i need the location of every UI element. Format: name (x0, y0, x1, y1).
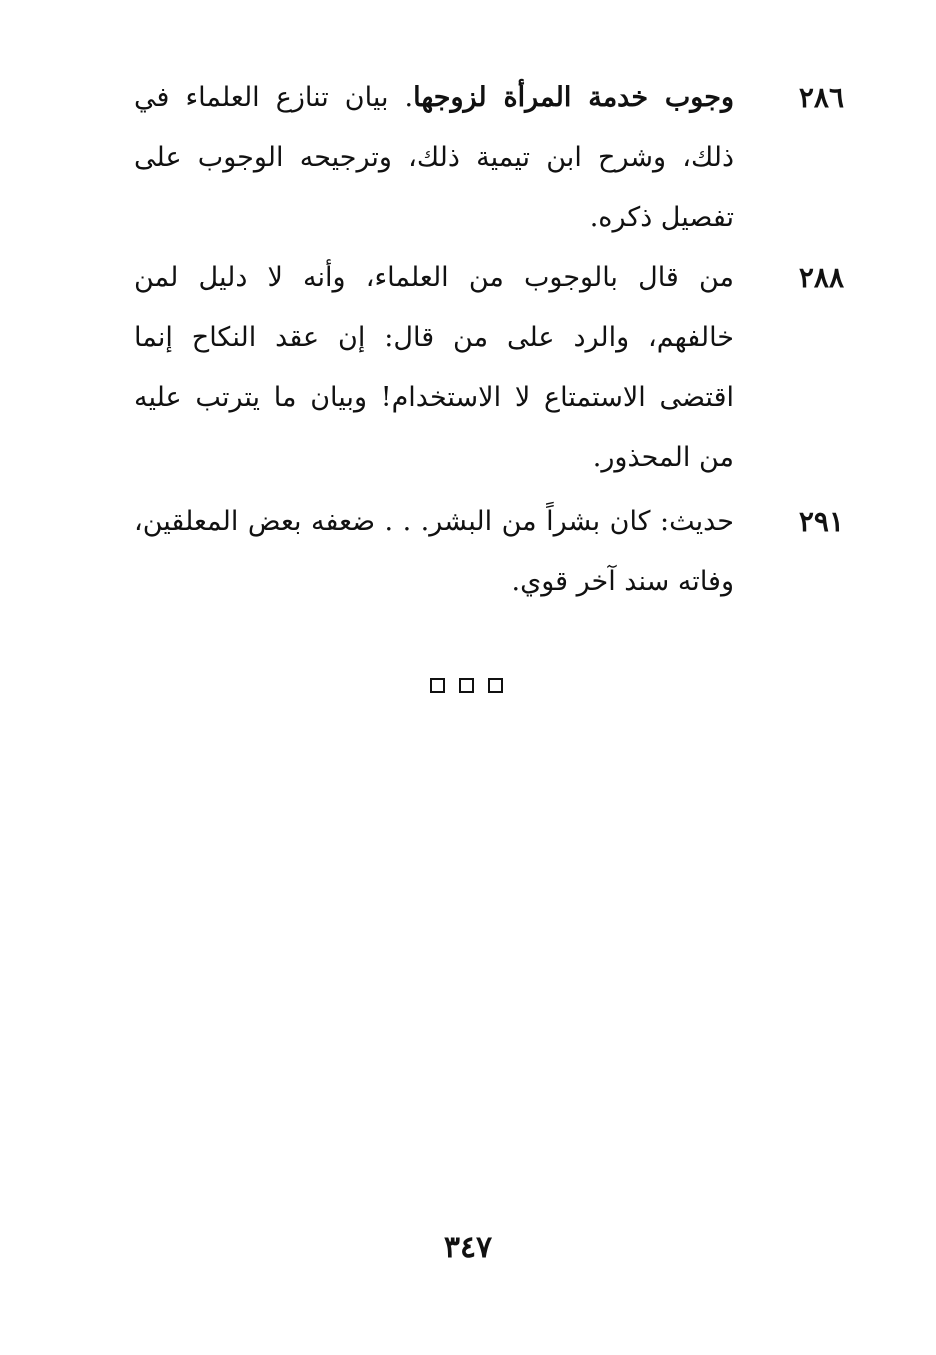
entry-page-number: ٢٨٦ (798, 81, 844, 114)
entry-description: حديث: كان بشراً من البشر. . . ضعفه بعض المعلقين، وفاته سند آخر قوي. (134, 506, 734, 597)
entry-description: . بيان تنازع العلماء في ذلك، وشرح ابن تيمية ذلك، وترجيحه الوجوب على تفصيل ذكره. (134, 82, 734, 233)
page-number: ٣٤٧ (443, 1230, 493, 1265)
entry-title: وجوب خدمة المرأة لزوجها (413, 82, 734, 113)
separator-square-icon (430, 678, 445, 693)
entry-text (134, 68, 734, 248)
entry-page-number: ٢٨٨ (798, 261, 844, 294)
entry-description: من قال بالوجوب من العلماء، وأنه لا دليل لمن خالفهم، والرد على من قال: إن عقد النكاح إنما اقتضى الاستمتاع لا الاستخدام! وبيان ما يترتب عليه من المحذور. (134, 262, 734, 473)
separator-square-icon (488, 678, 503, 693)
entry-page-number: ٢٩١ (798, 505, 844, 538)
separator-square-icon (459, 678, 474, 693)
section-separator (430, 678, 503, 693)
